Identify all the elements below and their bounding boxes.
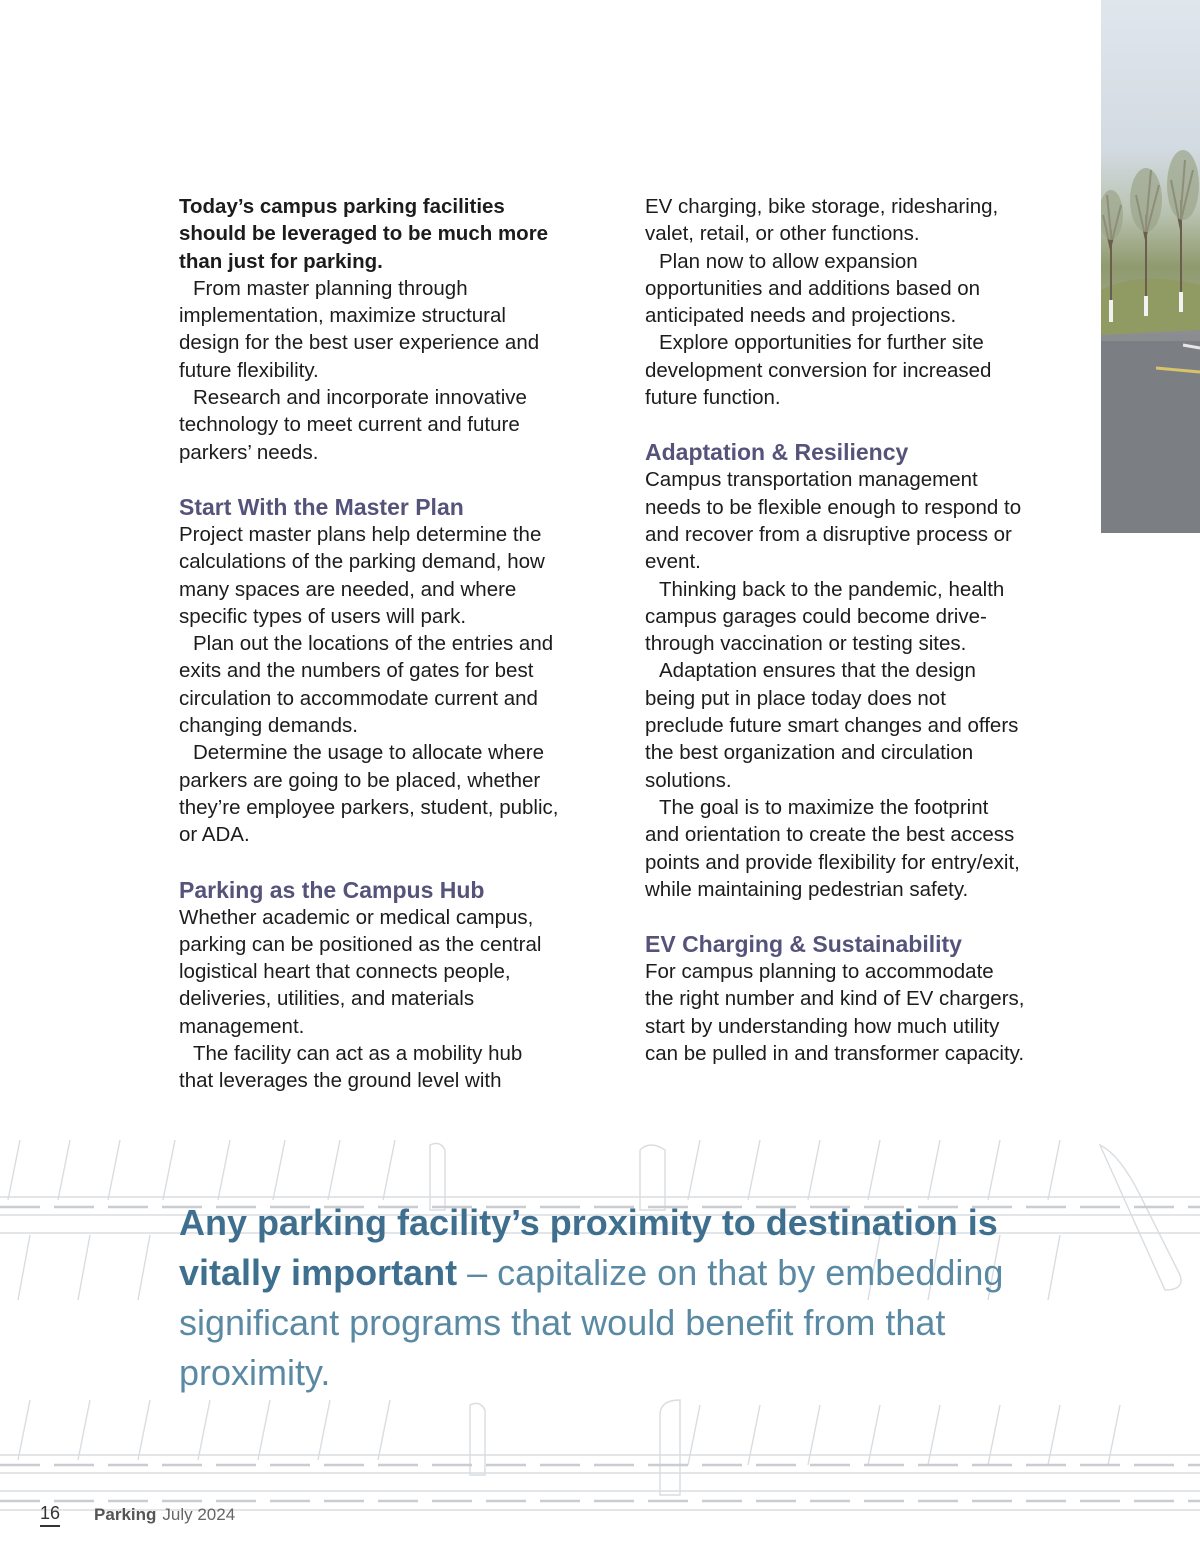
issue-date: July 2024: [162, 1505, 236, 1524]
page-number: 16: [40, 1503, 60, 1527]
body-paragraph: From master planning through implementation, maximize structural design for the best user experience and future flexibility.: [179, 276, 540, 382]
right-column: [645, 193, 1025, 1067]
campus-photo-strip: [1101, 0, 1200, 533]
body-paragraph: For campus planning to accommodate the right number and kind of EV chargers, start by understanding how much utility can be pulled in and transformer capacity.: [645, 960, 1025, 1066]
pull-quote-continuation: – capitalize on that by embedding significant programs that would benefit from that proximity.: [179, 1252, 1004, 1393]
body-paragraph: Determine the usage to allocate where parkers are going to be placed, whether they’re employee parkers, student, public, or ADA.: [179, 741, 559, 847]
section-heading-adaptation: Adaptation & Resiliency: [645, 439, 909, 466]
body-paragraph: Research and incorporate innovative technology to meet current and future parkers’ needs.: [179, 386, 527, 464]
body-paragraph: Explore opportunities for further site development conversion for increased future function.: [645, 331, 992, 410]
campus-photo-illustration: [1101, 0, 1200, 533]
body-paragraph: Project master plans help determine the calculations of the parking demand, how many spaces are needed, and where specific types of users will park.: [179, 522, 545, 628]
magazine-name: Parking: [94, 1505, 157, 1524]
body-paragraph: Whether academic or medical campus, parking can be positioned as the central logistical heart that connects people, deliveries, utilities, and materials management.: [179, 905, 542, 1038]
body-paragraph: Plan out the locations of the entries and exits and the numbers of gates for best circulation to accommodate current and changing demands.: [179, 632, 554, 738]
body-paragraph: Campus transportation management needs to be flexible enough to respond to and recover from a disruptive process or event.: [645, 468, 1022, 574]
body-paragraph: Plan now to allow expansion opportunities and additions based on anticipated needs and projections.: [645, 249, 981, 328]
body-paragraph: Thinking back to the pandemic, health campus garages could become drive-through vaccination or testing sites.: [645, 577, 1005, 656]
body-paragraph: Adaptation ensures that the design being put in place today does not preclude future smart changes and offers the best organization and circulation solutions.: [645, 659, 1019, 792]
body-paragraph: The facility can act as a mobility hub that leverages the ground level with: [179, 1042, 523, 1093]
body-paragraph: The goal is to maximize the footprint and orientation to create the best access points and provide flexibility for entry/exit, while maintaining pedestrian safety.: [645, 795, 1020, 901]
body-paragraph: EV charging, bike storage, ridesharing, valet, retail, or other functions.: [645, 195, 999, 246]
section-heading-master-plan: Start With the Master Plan: [179, 493, 464, 520]
lead-paragraph: Today’s campus parking facilities should be leveraged to be much more than just for parking.: [179, 195, 549, 273]
page-footer: [40, 1500, 235, 1530]
left-column: [179, 193, 559, 1095]
pull-quote-emphasis: Any parking facility’s proximity to destination is vitally important: [179, 1202, 998, 1293]
pull-quote: [179, 1198, 1039, 1398]
section-heading-campus-hub: Parking as the Campus Hub: [179, 876, 485, 903]
section-heading-ev-charging: EV Charging & Sustainability: [645, 931, 962, 958]
